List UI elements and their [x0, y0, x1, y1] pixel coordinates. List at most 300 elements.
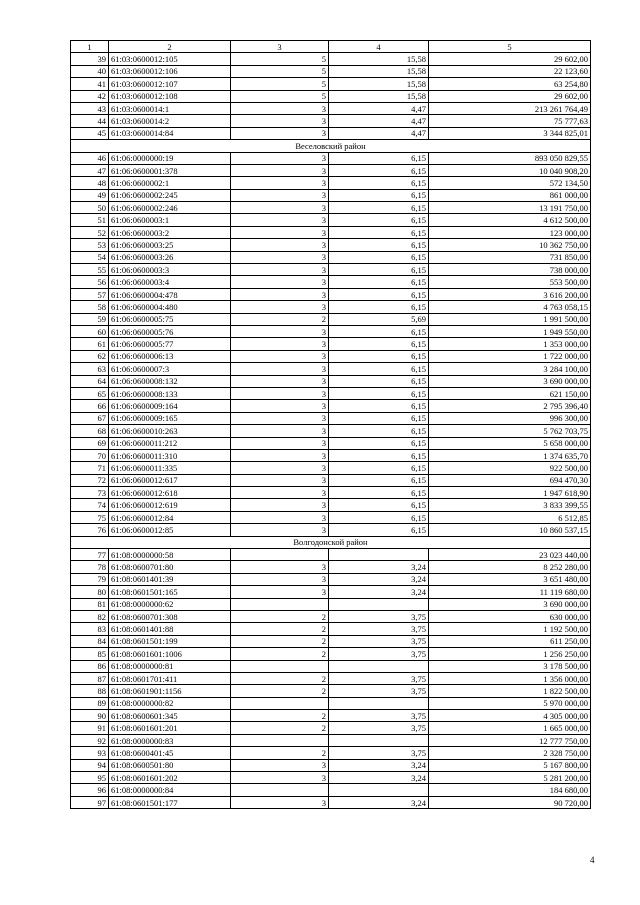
table-row [71, 561, 591, 573]
cadastral-number-cell: 61:08:0601501:199 [109, 635, 231, 647]
specific-value-cell: 6,15 [329, 474, 429, 486]
cadastral-number-cell: 61:06:0600004:480 [109, 301, 231, 313]
row-number-cell: 79 [71, 573, 109, 585]
cadastral-number-cell: 61:06:0600009:165 [109, 412, 231, 424]
cadastral-number-cell: 61:06:0600005:77 [109, 338, 231, 350]
cadastral-number-cell: 61:06:0000000:19 [109, 152, 231, 164]
cadastral-number-cell: 61:08:0601501:177 [109, 796, 231, 808]
row-number-cell: 57 [71, 288, 109, 300]
table-row [71, 425, 591, 437]
specific-value-cell: 6,15 [329, 462, 429, 474]
table-row [71, 462, 591, 474]
group-cell [231, 734, 329, 746]
group-cell [231, 549, 329, 561]
row-number-cell: 59 [71, 313, 109, 325]
specific-value-cell: 6,15 [329, 363, 429, 375]
cadastral-number-cell: 61:06:0600002:246 [109, 202, 231, 214]
cadastral-value-cell: 6 512,85 [429, 511, 591, 523]
table-row [71, 102, 591, 114]
specific-value-cell: 6,15 [329, 301, 429, 313]
row-number-cell: 51 [71, 214, 109, 226]
group-cell: 2 [231, 672, 329, 684]
cadastral-value-cell: 1 665 000,00 [429, 722, 591, 734]
group-cell: 2 [231, 623, 329, 635]
cadastral-number-cell: 61:06:0600003:25 [109, 239, 231, 251]
cadastral-value-cell: 3 690 000,00 [429, 598, 591, 610]
cadastral-value-cell: 1 356 000,00 [429, 672, 591, 684]
table-row [71, 239, 591, 251]
specific-value-cell: 15,58 [329, 78, 429, 90]
row-number-cell: 54 [71, 251, 109, 263]
cadastral-number-cell: 61:08:0601501:165 [109, 586, 231, 598]
group-cell: 3 [231, 462, 329, 474]
cadastral-value-cell: 630 000,00 [429, 610, 591, 622]
cadastral-value-cell: 29 602,00 [429, 90, 591, 102]
cadastral-value-cell: 5 281 200,00 [429, 772, 591, 784]
table-row [71, 499, 591, 511]
table-row [71, 127, 591, 139]
table-row [71, 412, 591, 424]
cadastral-number-cell: 61:08:0000000:81 [109, 660, 231, 672]
row-number-cell: 84 [71, 635, 109, 647]
specific-value-cell [329, 734, 429, 746]
group-cell: 3 [231, 226, 329, 238]
cadastral-value-cell: 10 362 750,00 [429, 239, 591, 251]
cadastral-number-cell: 61:06:0600003:2 [109, 226, 231, 238]
row-number-cell: 91 [71, 722, 109, 734]
row-number-cell: 49 [71, 189, 109, 201]
group-cell [231, 784, 329, 796]
cadastral-number-cell: 61:06:0600005:75 [109, 313, 231, 325]
specific-value-cell: 6,15 [329, 226, 429, 238]
group-cell: 3 [231, 239, 329, 251]
group-cell: 3 [231, 115, 329, 127]
cadastral-value-cell: 621 150,00 [429, 387, 591, 399]
cadastral-value-cell: 1 353 000,00 [429, 338, 591, 350]
row-number-cell: 67 [71, 412, 109, 424]
cadastral-value-cell: 4 305 000,00 [429, 710, 591, 722]
specific-value-cell: 3,24 [329, 759, 429, 771]
table-row [71, 152, 591, 164]
specific-value-cell: 15,58 [329, 90, 429, 102]
cadastral-number-cell: 61:08:0600601:345 [109, 710, 231, 722]
group-cell: 2 [231, 722, 329, 734]
specific-value-cell: 3,24 [329, 561, 429, 573]
cadastral-number-cell: 61:08:0000000:62 [109, 598, 231, 610]
cadastral-value-cell: 572 134,50 [429, 177, 591, 189]
cadastral-value-cell: 13 191 750,00 [429, 202, 591, 214]
cadastral-value-cell: 10 860 537,15 [429, 524, 591, 536]
column-number-5: 5 [429, 41, 591, 53]
table-row [71, 226, 591, 238]
row-number-cell: 43 [71, 102, 109, 114]
cadastral-value-cell: 3 616 200,00 [429, 288, 591, 300]
table-row [71, 635, 591, 647]
specific-value-cell: 6,15 [329, 288, 429, 300]
row-number-cell: 42 [71, 90, 109, 102]
cadastral-value-cell: 996 300,00 [429, 412, 591, 424]
group-cell: 5 [231, 78, 329, 90]
table-row [71, 350, 591, 362]
cadastral-number-cell: 61:06:0600011:212 [109, 437, 231, 449]
group-cell: 3 [231, 276, 329, 288]
group-cell: 3 [231, 425, 329, 437]
table-body [71, 41, 591, 809]
cadastral-value-cell: 3 651 480,00 [429, 573, 591, 585]
column-number-3: 3 [231, 41, 329, 53]
table-row [71, 660, 591, 672]
specific-value-cell: 6,15 [329, 387, 429, 399]
row-number-cell: 71 [71, 462, 109, 474]
row-number-cell: 55 [71, 264, 109, 276]
table-row [71, 549, 591, 561]
cadastral-value-cell: 3 284 100,00 [429, 363, 591, 375]
group-cell: 3 [231, 387, 329, 399]
group-cell: 5 [231, 65, 329, 77]
cadastral-value-cell: 5 658 000,00 [429, 437, 591, 449]
specific-value-cell: 6,15 [329, 487, 429, 499]
table-row [71, 214, 591, 226]
row-number-cell: 88 [71, 685, 109, 697]
row-number-cell: 94 [71, 759, 109, 771]
table-row [71, 672, 591, 684]
cadastral-number-cell: 61:06:0600003:1 [109, 214, 231, 226]
cadastral-number-cell: 61:08:0000000:82 [109, 697, 231, 709]
group-cell: 3 [231, 474, 329, 486]
table-row [71, 474, 591, 486]
specific-value-cell: 6,15 [329, 202, 429, 214]
group-cell: 3 [231, 338, 329, 350]
cadastral-value-cell: 1 256 250,00 [429, 648, 591, 660]
district-section-row [71, 140, 591, 152]
row-number-cell: 46 [71, 152, 109, 164]
cadastral-number-cell: 61:06:0600003:4 [109, 276, 231, 288]
specific-value-cell: 6,15 [329, 412, 429, 424]
cadastral-value-cell: 213 261 764,49 [429, 102, 591, 114]
row-number-cell: 44 [71, 115, 109, 127]
cadastral-value-cell: 90 720,00 [429, 796, 591, 808]
row-number-cell: 52 [71, 226, 109, 238]
specific-value-cell: 6,15 [329, 425, 429, 437]
group-cell: 2 [231, 747, 329, 759]
cadastral-value-cell: 3 344 825,01 [429, 127, 591, 139]
cadastral-number-cell: 61:06:0600012:618 [109, 487, 231, 499]
table-row [71, 623, 591, 635]
group-cell: 3 [231, 102, 329, 114]
cadastral-value-cell: 694 470,30 [429, 474, 591, 486]
table-row [71, 276, 591, 288]
specific-value-cell: 6,15 [329, 375, 429, 387]
row-number-cell: 95 [71, 772, 109, 784]
specific-value-cell: 3,75 [329, 635, 429, 647]
table-row [71, 387, 591, 399]
row-number-cell: 60 [71, 325, 109, 337]
cadastral-number-cell: 61:06:0600003:3 [109, 264, 231, 276]
cadastral-value-cell: 5 970 000,00 [429, 697, 591, 709]
cadastral-number-cell: 61:06:0600005:76 [109, 325, 231, 337]
cadastral-value-cell: 1 949 550,00 [429, 325, 591, 337]
row-number-cell: 41 [71, 78, 109, 90]
table-row [71, 164, 591, 176]
cadastral-number-cell: 61:08:0601701:411 [109, 672, 231, 684]
row-number-cell: 90 [71, 710, 109, 722]
row-number-cell: 73 [71, 487, 109, 499]
cadastral-number-cell: 61:06:0600012:85 [109, 524, 231, 536]
cadastral-value-cell: 5 762 703,75 [429, 425, 591, 437]
table-row [71, 313, 591, 325]
cadastral-value-cell: 1 991 500,00 [429, 313, 591, 325]
table-row [71, 734, 591, 746]
cadastral-value-cell: 1 374 635,70 [429, 449, 591, 461]
column-number-4: 4 [329, 41, 429, 53]
row-number-cell: 80 [71, 586, 109, 598]
row-number-cell: 53 [71, 239, 109, 251]
specific-value-cell: 3,75 [329, 722, 429, 734]
specific-value-cell: 6,15 [329, 437, 429, 449]
row-number-cell: 74 [71, 499, 109, 511]
cadastral-number-cell: 61:08:0601401:88 [109, 623, 231, 635]
cadastral-value-cell: 4 612 500,00 [429, 214, 591, 226]
specific-value-cell: 15,58 [329, 65, 429, 77]
specific-value-cell: 6,15 [329, 239, 429, 251]
row-number-cell: 92 [71, 734, 109, 746]
table-row [71, 338, 591, 350]
cadastral-value-cell: 893 050 829,55 [429, 152, 591, 164]
specific-value-cell [329, 660, 429, 672]
cadastral-value-cell: 922 500,00 [429, 462, 591, 474]
cadastral-value-cell: 2 795 396,40 [429, 400, 591, 412]
specific-value-cell: 4,47 [329, 115, 429, 127]
group-cell: 3 [231, 400, 329, 412]
cadastral-number-cell: 61:06:0600003:26 [109, 251, 231, 263]
group-cell: 2 [231, 685, 329, 697]
table-row [71, 524, 591, 536]
table-row [71, 177, 591, 189]
district-section-row [71, 536, 591, 548]
group-cell: 3 [231, 264, 329, 276]
cadastral-number-cell: 61:08:0600501:80 [109, 759, 231, 771]
group-cell: 3 [231, 177, 329, 189]
row-number-cell: 83 [71, 623, 109, 635]
cadastral-number-cell: 61:06:0600011:310 [109, 449, 231, 461]
row-number-cell: 85 [71, 648, 109, 660]
group-cell: 3 [231, 561, 329, 573]
specific-value-cell: 6,15 [329, 251, 429, 263]
row-number-cell: 75 [71, 511, 109, 523]
table-row [71, 784, 591, 796]
row-number-cell: 45 [71, 127, 109, 139]
row-number-cell: 58 [71, 301, 109, 313]
row-number-cell: 48 [71, 177, 109, 189]
group-cell: 5 [231, 90, 329, 102]
cadastral-number-cell: 61:06:0600012:619 [109, 499, 231, 511]
table-row [71, 115, 591, 127]
cadastral-number-cell: 61:06:0600004:478 [109, 288, 231, 300]
specific-value-cell: 6,15 [329, 350, 429, 362]
table-row [71, 772, 591, 784]
specific-value-cell: 3,75 [329, 648, 429, 660]
specific-value-cell [329, 697, 429, 709]
specific-value-cell: 3,24 [329, 586, 429, 598]
row-number-cell: 82 [71, 610, 109, 622]
cadastral-number-cell: 61:08:0601601:202 [109, 772, 231, 784]
cadastral-value-cell: 611 250,00 [429, 635, 591, 647]
row-number-cell: 78 [71, 561, 109, 573]
district-name: Волгодонской район [71, 536, 591, 548]
cadastral-number-cell: 61:08:0000000:84 [109, 784, 231, 796]
table-row [71, 487, 591, 499]
specific-value-cell: 6,15 [329, 276, 429, 288]
group-cell: 3 [231, 301, 329, 313]
cadastral-number-cell: 61:08:0601601:1006 [109, 648, 231, 660]
row-number-cell: 96 [71, 784, 109, 796]
group-cell: 3 [231, 487, 329, 499]
cadastral-value-cell: 5 167 800,00 [429, 759, 591, 771]
table-row [71, 251, 591, 263]
group-cell: 2 [231, 610, 329, 622]
cadastral-number-cell: 61:06:0600008:133 [109, 387, 231, 399]
cadastral-number-cell: 61:03:0600014:84 [109, 127, 231, 139]
specific-value-cell: 4,47 [329, 127, 429, 139]
table-row [71, 437, 591, 449]
specific-value-cell [329, 784, 429, 796]
column-number-header-row [71, 41, 591, 53]
row-number-cell: 93 [71, 747, 109, 759]
cadastral-number-cell: 61:08:0600401:45 [109, 747, 231, 759]
cadastral-number-cell: 61:08:0600701:80 [109, 561, 231, 573]
group-cell: 3 [231, 437, 329, 449]
row-number-cell: 89 [71, 697, 109, 709]
row-number-cell: 64 [71, 375, 109, 387]
row-number-cell: 47 [71, 164, 109, 176]
cadastral-value-cell: 3 690 000,00 [429, 375, 591, 387]
cadastral-value-cell: 731 850,00 [429, 251, 591, 263]
cadastral-value-cell: 10 040 908,20 [429, 164, 591, 176]
specific-value-cell: 6,15 [329, 177, 429, 189]
table-row [71, 90, 591, 102]
row-number-cell: 39 [71, 53, 109, 65]
cadastral-number-cell: 61:06:0600008:132 [109, 375, 231, 387]
specific-value-cell: 3,24 [329, 573, 429, 585]
cadastral-value-cell: 553 500,00 [429, 276, 591, 288]
cadastral-value-cell: 3 178 500,00 [429, 660, 591, 672]
group-cell: 2 [231, 313, 329, 325]
cadastral-number-cell: 61:06:0600001:378 [109, 164, 231, 176]
row-number-cell: 86 [71, 660, 109, 672]
cadastral-value-cell: 738 000,00 [429, 264, 591, 276]
specific-value-cell: 6,15 [329, 189, 429, 201]
cadastral-value-cell: 29 602,00 [429, 53, 591, 65]
specific-value-cell [329, 549, 429, 561]
group-cell [231, 660, 329, 672]
row-number-cell: 69 [71, 437, 109, 449]
row-number-cell: 76 [71, 524, 109, 536]
table-row [71, 363, 591, 375]
specific-value-cell: 6,15 [329, 214, 429, 226]
row-number-cell: 61 [71, 338, 109, 350]
group-cell: 3 [231, 586, 329, 598]
specific-value-cell: 6,15 [329, 524, 429, 536]
group-cell: 3 [231, 164, 329, 176]
district-name: Веселовский район [71, 140, 591, 152]
table-row [71, 610, 591, 622]
cadastral-value-cell: 2 328 750,00 [429, 747, 591, 759]
cadastral-value-cell: 22 123,60 [429, 65, 591, 77]
specific-value-cell: 6,15 [329, 499, 429, 511]
table-row [71, 189, 591, 201]
table-row [71, 697, 591, 709]
table-row [71, 375, 591, 387]
cadastral-value-cell: 861 000,00 [429, 189, 591, 201]
table-row [71, 65, 591, 77]
row-number-cell: 63 [71, 363, 109, 375]
group-cell: 3 [231, 288, 329, 300]
row-number-cell: 77 [71, 549, 109, 561]
specific-value-cell: 3,75 [329, 710, 429, 722]
table-row [71, 648, 591, 660]
specific-value-cell: 3,75 [329, 610, 429, 622]
cadastral-value-cell: 8 252 280,00 [429, 561, 591, 573]
specific-value-cell: 3,24 [329, 772, 429, 784]
group-cell: 3 [231, 375, 329, 387]
cadastral-value-cell: 4 763 058,15 [429, 301, 591, 313]
group-cell: 2 [231, 648, 329, 660]
group-cell: 3 [231, 251, 329, 263]
column-number-1: 1 [71, 41, 109, 53]
row-number-cell: 56 [71, 276, 109, 288]
row-number-cell: 97 [71, 796, 109, 808]
cadastral-value-cell: 12 777 750,00 [429, 734, 591, 746]
table-row [71, 264, 591, 276]
cadastral-number-cell: 61:06:0600002:245 [109, 189, 231, 201]
table-row [71, 759, 591, 771]
cadastral-number-cell: 61:06:0600012:617 [109, 474, 231, 486]
specific-value-cell: 15,58 [329, 53, 429, 65]
group-cell [231, 598, 329, 610]
specific-value-cell: 6,15 [329, 264, 429, 276]
table-row [71, 573, 591, 585]
cadastral-number-cell: 61:08:0000000:83 [109, 734, 231, 746]
cadastral-value-cell: 1 192 500,00 [429, 623, 591, 635]
table-row [71, 449, 591, 461]
group-cell: 3 [231, 363, 329, 375]
cadastral-number-cell: 61:08:0000000:58 [109, 549, 231, 561]
table-row [71, 288, 591, 300]
group-cell: 3 [231, 511, 329, 523]
cadastral-number-cell: 61:06:0600007:3 [109, 363, 231, 375]
group-cell: 3 [231, 350, 329, 362]
table-row [71, 78, 591, 90]
group-cell: 3 [231, 214, 329, 226]
group-cell: 2 [231, 635, 329, 647]
cadastral-number-cell: 61:06:0600010:263 [109, 425, 231, 437]
cadastral-value-cell: 23 023 440,00 [429, 549, 591, 561]
specific-value-cell: 3,75 [329, 623, 429, 635]
cadastral-value-cell: 11 119 680,00 [429, 586, 591, 598]
row-number-cell: 81 [71, 598, 109, 610]
cadastral-number-cell: 61:08:0601401:39 [109, 573, 231, 585]
cadastral-number-cell: 61:06:0600009:164 [109, 400, 231, 412]
specific-value-cell: 6,15 [329, 152, 429, 164]
table-row [71, 722, 591, 734]
group-cell: 3 [231, 325, 329, 337]
row-number-cell: 70 [71, 449, 109, 461]
cadastral-value-cell: 1 822 500,00 [429, 685, 591, 697]
cadastral-number-cell: 61:08:0601601:201 [109, 722, 231, 734]
row-number-cell: 66 [71, 400, 109, 412]
cadastral-number-cell: 61:06:0600006:13 [109, 350, 231, 362]
specific-value-cell: 4,47 [329, 102, 429, 114]
